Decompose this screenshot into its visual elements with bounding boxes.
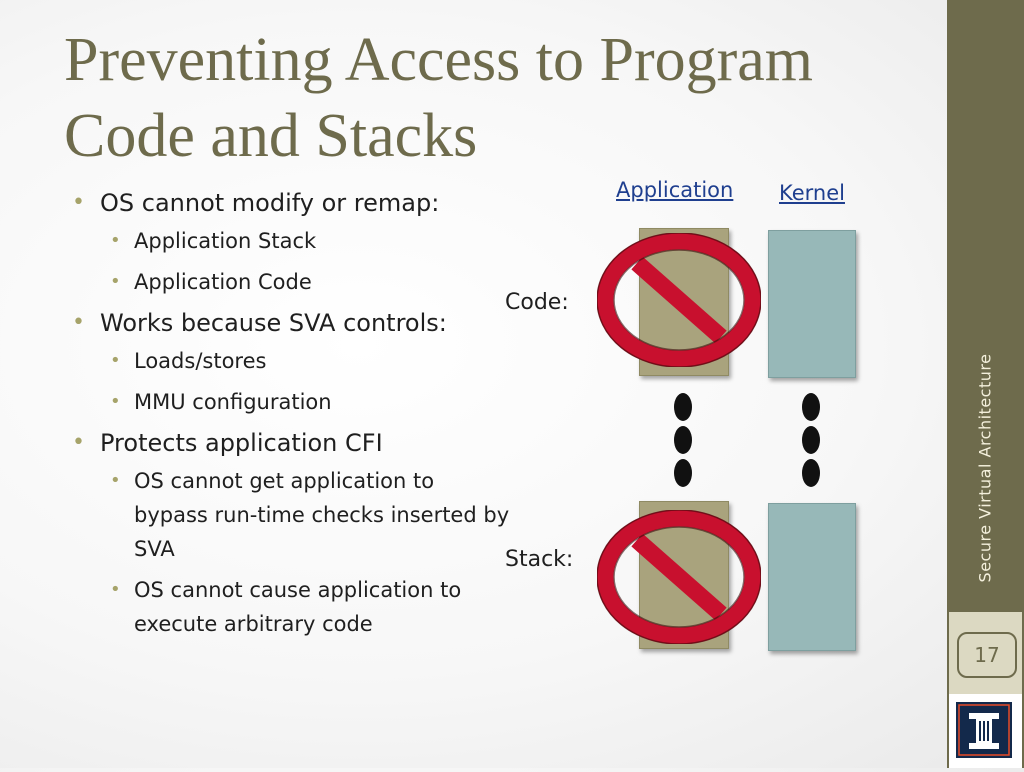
prohibited-icon	[597, 510, 761, 644]
ellipsis-dot	[802, 459, 820, 487]
ellipsis-dot	[802, 426, 820, 454]
logo-container	[949, 694, 1022, 768]
slide-title	[64, 22, 924, 174]
ellipsis-dot	[674, 459, 692, 487]
bullet-item: • Works because SVA controls:	[70, 306, 510, 340]
slide-title-line-2: Code and Stacks	[64, 102, 478, 170]
page-number: 17	[957, 632, 1017, 678]
prohibited-icon	[597, 233, 761, 367]
ellipsis-dot	[674, 393, 692, 421]
bullet-list	[70, 186, 510, 648]
bullet-item: • Protects application CFI	[70, 426, 510, 460]
row-label-code: Code:	[505, 290, 569, 315]
kernel-code-block	[768, 230, 856, 378]
sub-bullet-item: • Application Stack	[70, 224, 510, 258]
slide-title-line-1: Preventing Access to Program	[64, 26, 814, 94]
sub-bullet-item: • MMU configuration	[70, 385, 510, 419]
ellipsis-dot	[674, 426, 692, 454]
university-column-logo-icon	[949, 694, 1022, 768]
column-label-application: Application	[616, 178, 734, 202]
kernel-stack-block	[768, 503, 856, 651]
footer-text: Secure Virtual Architecture	[975, 353, 995, 583]
sub-bullet-item: • Application Code	[70, 265, 510, 299]
sub-bullet-item: • Loads/stores	[70, 344, 510, 378]
ellipsis-dot	[802, 393, 820, 421]
row-label-stack: Stack:	[505, 547, 574, 572]
bullet-item: • OS cannot modify or remap:	[70, 186, 510, 220]
sub-bullet-item: • OS cannot get application to bypass run-time checks inserted by SVA	[70, 464, 510, 566]
sub-bullet-item: • OS cannot cause application to execute arbitrary code	[70, 573, 510, 641]
column-label-kernel: Kernel	[779, 181, 845, 205]
